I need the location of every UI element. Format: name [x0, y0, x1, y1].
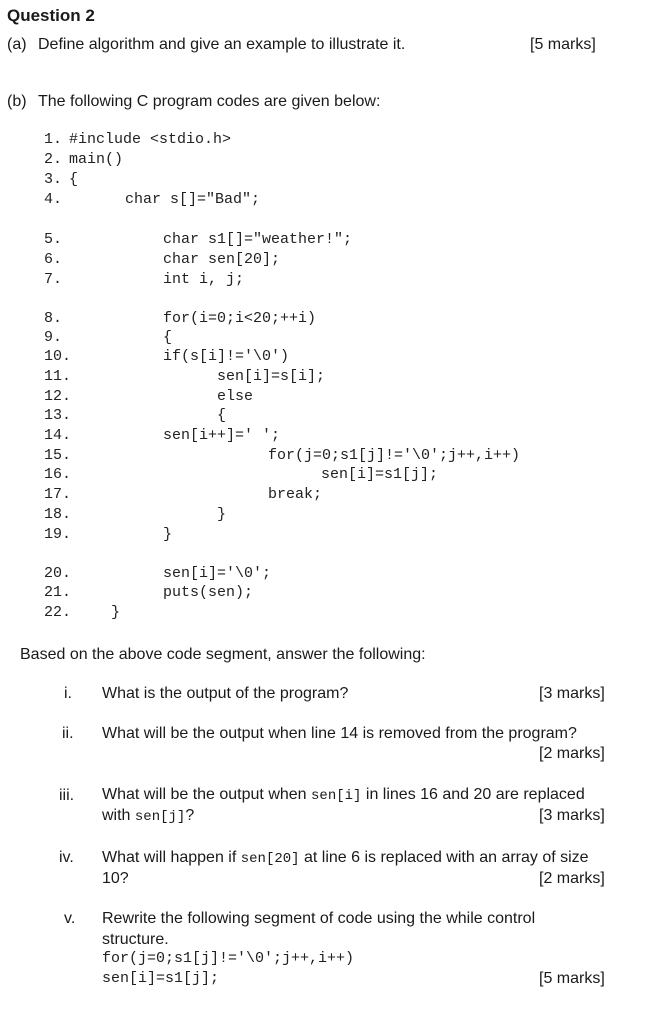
code-line-number: 7.: [44, 271, 63, 288]
part-ii-marks: [2 marks]: [539, 745, 605, 762]
code-line: sen[i]='\0';: [163, 565, 272, 582]
part-ii-number: ii.: [62, 725, 74, 742]
part-iv-line2: 10?: [102, 870, 129, 887]
part-iv-number: iv.: [59, 849, 74, 866]
code-line-number: 10.: [44, 348, 72, 365]
code-line: }: [111, 604, 121, 621]
code-line: for(j=0;s1[j]!='\0';j++,i++): [268, 447, 521, 464]
part-iii-text-with: with: [102, 807, 135, 824]
code-line: }: [163, 526, 173, 543]
code-line-number: 18.: [44, 506, 72, 523]
code-line: {: [217, 407, 227, 424]
part-a-text: Define algorithm and give an example to illustrate it.: [38, 36, 406, 53]
part-b-label: (b): [7, 93, 27, 110]
code-line-number: 16.: [44, 466, 72, 483]
code-line-number: 1.: [44, 131, 63, 148]
part-iii-text-end: ?: [185, 807, 195, 824]
code-line-number: 21.: [44, 584, 72, 601]
part-iii-text-pre: What will be the output when: [102, 786, 312, 803]
code-line-number: 3.: [44, 171, 63, 188]
code-line-number: 12.: [44, 388, 72, 405]
part-iii-line2: [102, 807, 194, 825]
code-line: for(i=0;i<20;++i): [163, 310, 317, 327]
code-line: char sen[20];: [163, 251, 281, 268]
part-v-text-line2: structure.: [102, 931, 169, 948]
code-line: char s1[]="weather!";: [163, 231, 353, 248]
code-line: sen[i]=s1[j];: [321, 466, 439, 483]
part-iii-marks: [3 marks]: [539, 807, 605, 824]
code-line: }: [217, 506, 227, 523]
code-line-number: 11.: [44, 368, 72, 385]
code-line: if(s[i]!='\0'): [163, 348, 290, 365]
code-line-number: 6.: [44, 251, 63, 268]
part-b-text: The following C program codes are given below:: [38, 93, 381, 110]
part-ii-text: What will be the output when line 14 is removed from the program?: [102, 725, 577, 742]
code-line: else: [217, 388, 254, 405]
code-line-number: 14.: [44, 427, 72, 444]
part-iii-line1: [102, 786, 585, 804]
code-line-number: 15.: [44, 447, 72, 464]
code-line-number: 22.: [44, 604, 72, 621]
code-line: puts(sen);: [163, 584, 254, 601]
part-v-code-line1: for(j=0;s1[j]!='\0';j++,i++): [102, 950, 355, 967]
code-line: break;: [268, 486, 323, 503]
code-line-number: 2.: [44, 151, 63, 168]
code-line-number: 9.: [44, 329, 63, 346]
part-a-label: (a): [7, 36, 27, 53]
part-iii-code1: sen[i]: [311, 788, 362, 804]
code-line: sen[i++]=' ';: [163, 427, 281, 444]
code-line: {: [163, 329, 173, 346]
code-line: main(): [69, 151, 124, 168]
code-line-number: 8.: [44, 310, 63, 327]
part-a-marks: [5 marks]: [530, 36, 596, 53]
part-i-marks: [3 marks]: [539, 685, 605, 702]
part-i-text: What is the output of the program?: [102, 685, 349, 702]
part-v-text-line1: Rewrite the following segment of code using the while control: [102, 910, 536, 927]
part-iii-number: iii.: [59, 787, 75, 804]
code-line: char s[]="Bad";: [125, 191, 261, 208]
code-line: int i, j;: [163, 271, 245, 288]
code-line: sen[i]=s[i];: [217, 368, 326, 385]
code-line: {: [69, 171, 79, 188]
part-iv-text-pre: What will happen if: [102, 849, 241, 866]
part-v-code-line2: sen[i]=s1[j];: [102, 970, 220, 987]
code-line-number: 13.: [44, 407, 72, 424]
part-iv-marks: [2 marks]: [539, 870, 605, 887]
part-v-marks: [5 marks]: [539, 970, 605, 987]
code-line: #include <stdio.h>: [69, 131, 232, 148]
part-v-number: v.: [64, 910, 76, 927]
part-i-number: i.: [64, 685, 72, 702]
answer-prompt: Based on the above code segment, answer the following:: [20, 646, 426, 663]
part-iii-text-mid: in lines 16 and 20 are replaced: [365, 786, 585, 803]
code-line-number: 17.: [44, 486, 72, 503]
code-line-number: 19.: [44, 526, 72, 543]
part-iv-line1: [102, 849, 589, 867]
code-line-number: 4.: [44, 191, 63, 208]
part-iii-code2: sen[j]: [134, 809, 186, 825]
code-line-number: 5.: [44, 231, 63, 248]
question-title: Question 2: [7, 6, 95, 25]
code-line-number: 20.: [44, 565, 72, 582]
part-iv-text-post: at line 6 is replaced with an array of size: [299, 849, 589, 866]
part-iv-code: sen[20]: [240, 851, 300, 867]
